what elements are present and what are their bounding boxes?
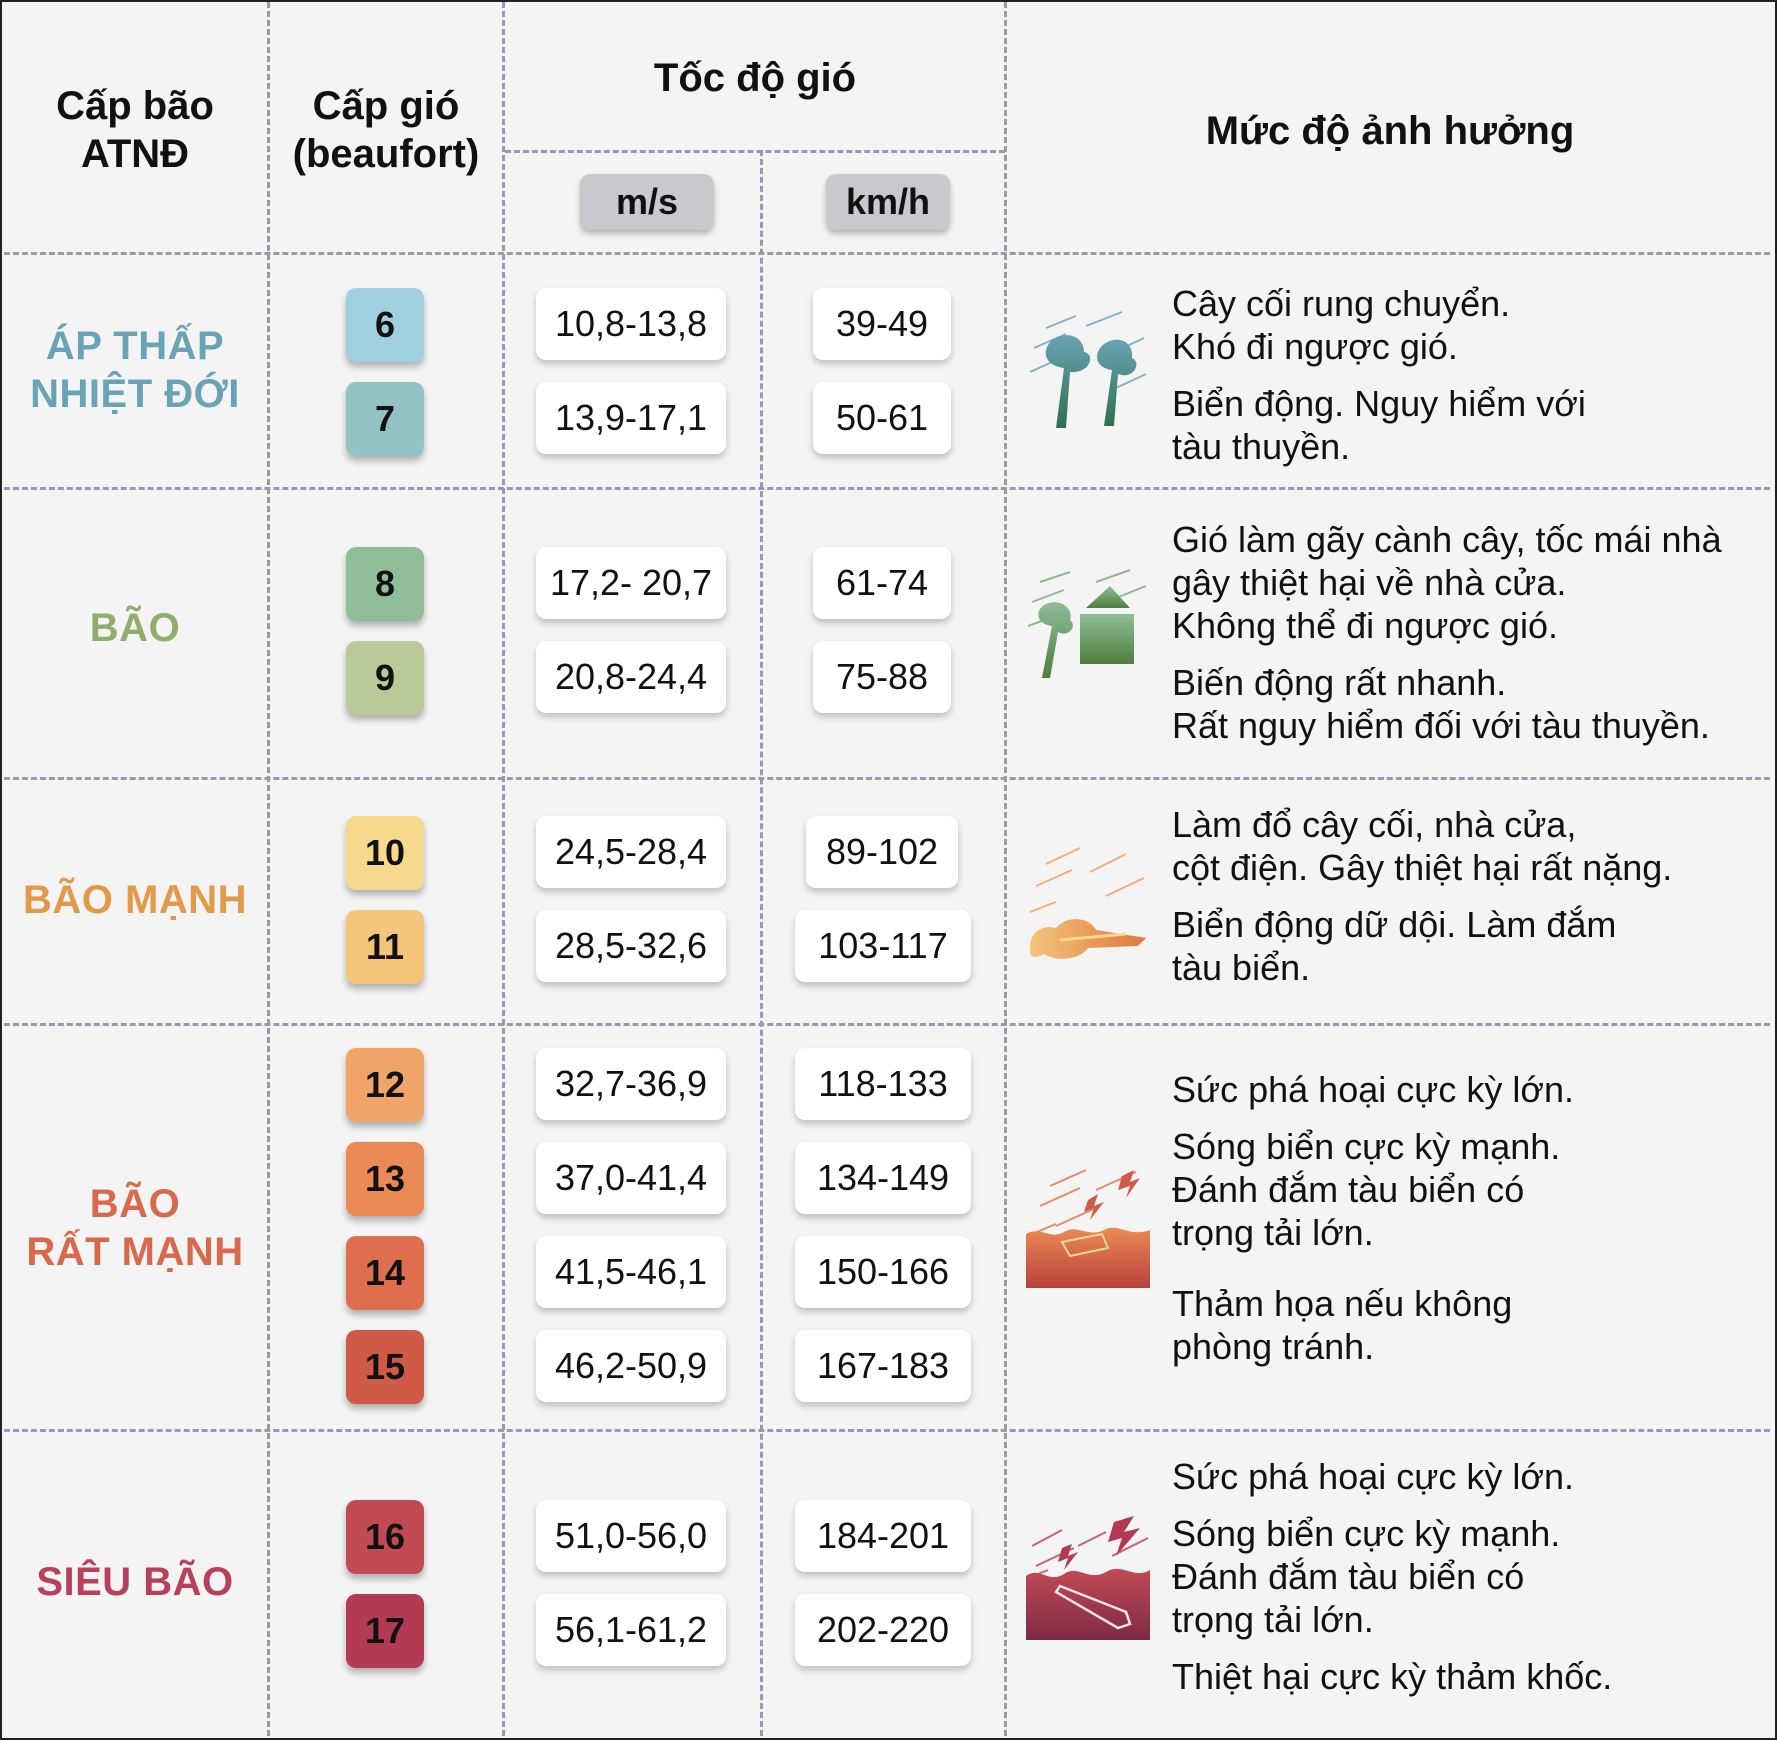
speed-ms: 56,1-61,2 bbox=[536, 1594, 726, 1666]
header-cap-bao: Cấp bão ATNĐ bbox=[56, 84, 214, 176]
impact-description: Sức phá hoại cực kỳ lớn. Sóng biển cực kỳ mạnh. Đánh đắm tàu biển có trọng tải lớn. Thảm họa nếu không phòng tránh. bbox=[1172, 1069, 1574, 1367]
beaufort-badge: 12 bbox=[346, 1048, 424, 1122]
divider bbox=[267, 2, 270, 1736]
speed-kmh: 184-201 bbox=[795, 1500, 971, 1572]
speed-kmh: 39-49 bbox=[813, 288, 951, 360]
wind-trees-icon bbox=[1026, 308, 1150, 432]
divider bbox=[502, 2, 505, 1736]
beaufort-badge: 11 bbox=[346, 910, 424, 984]
category-name: ÁP THẤP NHIỆT ĐỚI bbox=[30, 324, 240, 416]
speed-ms: 37,0-41,4 bbox=[536, 1142, 726, 1214]
speed-ms: 28,5-32,6 bbox=[536, 910, 726, 982]
unit-kmh: km/h bbox=[826, 174, 950, 230]
divider bbox=[505, 150, 1005, 153]
speed-kmh: 150-166 bbox=[795, 1236, 971, 1308]
wind-house-icon bbox=[1026, 568, 1150, 692]
speed-kmh: 50-61 bbox=[813, 382, 951, 454]
beaufort-badge: 6 bbox=[346, 288, 424, 362]
beaufort-badge: 8 bbox=[346, 547, 424, 621]
storm-sea-icon bbox=[1026, 1164, 1150, 1288]
category-name: BÃO MẠNH bbox=[23, 878, 247, 922]
beaufort-badge: 13 bbox=[346, 1142, 424, 1216]
impact-description: Sức phá hoại cực kỳ lớn. Sóng biển cực kỳ mạnh. Đánh đắm tàu biển có trọng tải lớn. Thiệt hại cực kỳ thảm khốc. bbox=[1172, 1456, 1613, 1697]
speed-ms: 20,8-24,4 bbox=[536, 641, 726, 713]
speed-ms: 10,8-13,8 bbox=[536, 288, 726, 360]
header-cap-gio: Cấp gió (beaufort) bbox=[292, 84, 480, 176]
speed-kmh: 167-183 bbox=[795, 1330, 971, 1402]
speed-ms: 46,2-50,9 bbox=[536, 1330, 726, 1402]
divider bbox=[1004, 2, 1007, 1736]
impact-description: Gió làm gãy cành cây, tốc mái nhà gây thiệt hại về nhà cửa. Không thể đi ngược gió. Biến động rất nhanh. Rất nguy hiểm đối với tàu thuyền. bbox=[1172, 519, 1722, 746]
speed-kmh: 202-220 bbox=[795, 1594, 971, 1666]
speed-kmh: 134-149 bbox=[795, 1142, 971, 1214]
beaufort-badge: 17 bbox=[346, 1594, 424, 1668]
category-name: BÃO RẤT MẠNH bbox=[26, 1182, 244, 1274]
header-toc-do-gio: Tốc độ gió bbox=[653, 56, 857, 100]
speed-ms: 24,5-28,4 bbox=[536, 816, 726, 888]
speed-ms: 17,2- 20,7 bbox=[536, 547, 726, 619]
speed-kmh: 61-74 bbox=[813, 547, 951, 619]
beaufort-badge: 7 bbox=[346, 382, 424, 456]
speed-kmh: 75-88 bbox=[813, 641, 951, 713]
beaufort-badge: 9 bbox=[346, 641, 424, 715]
speed-kmh: 118-133 bbox=[795, 1048, 971, 1120]
beaufort-badge: 16 bbox=[346, 1500, 424, 1574]
speed-kmh: 89-102 bbox=[806, 816, 958, 888]
speed-ms: 13,9-17,1 bbox=[536, 382, 726, 454]
speed-kmh: 103-117 bbox=[795, 910, 971, 982]
speed-ms: 51,0-56,0 bbox=[536, 1500, 726, 1572]
beaufort-badge: 10 bbox=[346, 816, 424, 890]
speed-ms: 32,7-36,9 bbox=[536, 1048, 726, 1120]
unit-ms: m/s bbox=[580, 174, 714, 230]
beaufort-badge: 15 bbox=[346, 1330, 424, 1404]
category-name: BÃO bbox=[89, 606, 181, 650]
impact-description: Làm đổ cây cối, nhà cửa, cột điện. Gây thiệt hại rất nặng. Biển động dữ dội. Làm đắm tàu biển. bbox=[1172, 804, 1673, 988]
divider bbox=[760, 150, 763, 1736]
header-muc-do-anh-huong: Mức độ ảnh hưởng bbox=[1205, 109, 1575, 153]
impact-description: Cây cối rung chuyển. Khó đi ngược gió. Biển động. Nguy hiểm với tàu thuyền. bbox=[1172, 283, 1586, 467]
category-name: SIÊU BÃO bbox=[36, 1560, 234, 1604]
super-storm-icon bbox=[1026, 1516, 1150, 1640]
beaufort-badge: 14 bbox=[346, 1236, 424, 1310]
fallen-tree-icon bbox=[1026, 842, 1150, 966]
speed-ms: 41,5-46,1 bbox=[536, 1236, 726, 1308]
